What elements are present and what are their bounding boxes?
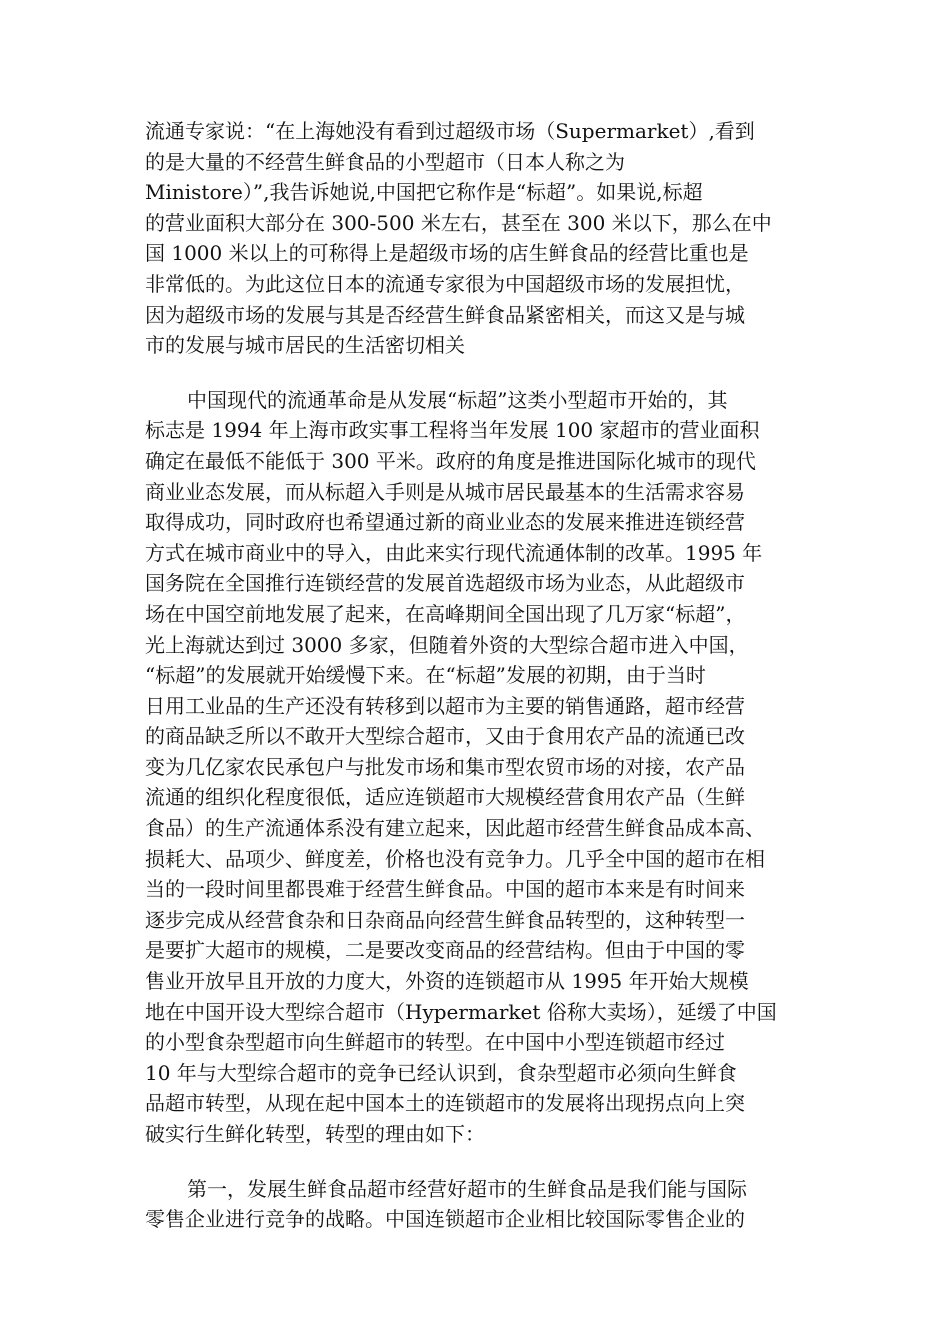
text-line: 破实行生鲜化转型，转型的理由如下： — [145, 1122, 485, 1146]
paragraph-gap — [145, 361, 807, 385]
text-line: 第一，发展生鲜食品超市经营好超市的生鲜食品是我们能与国际 — [187, 1176, 747, 1201]
text-line: 零售企业进行竞争的战略。中国连锁超市企业相比较国际零售企业的 — [145, 1207, 745, 1232]
text-line: 场在中国空前地发展了起来，在高峰期间全国出现了几万家“标超”， — [145, 601, 746, 626]
paragraph-1 — [145, 116, 807, 361]
text-line: “标超”的发展就开始缓慢下来。在“标超”发展的初期，由于当时 — [145, 663, 706, 688]
text-line: 取得成功，同时政府也希望通过新的商业业态的发展来推进连锁经营 — [145, 510, 745, 535]
text-line: 标志是 1994 年上海市政实事工程将当年发展 100 家超市的营业面积 — [145, 418, 760, 443]
paragraph-2 — [145, 385, 807, 1150]
paragraph-gap — [145, 1150, 807, 1174]
document-body — [145, 116, 807, 1235]
text-line: 确定在最低不能低于 300 平米。政府的角度是推进国际化城市的现代 — [145, 448, 756, 473]
text-line: 食品）的生产流通体系没有建立起来，因此超市经营生鲜食品成本高、 — [145, 816, 765, 841]
text-line: 光上海就达到过 3000 多家，但随着外资的大型综合超市进入中国， — [145, 632, 749, 657]
text-line: 的商品缺乏所以不敢开大型综合超市，又由于食用农产品的流通已改 — [145, 724, 745, 749]
text-line: 市的发展与城市居民的生活密切相关 — [145, 333, 465, 358]
text-line: 的小型食杂型超市向生鲜超市的转型。在中国中小型连锁超市经过 — [145, 1030, 725, 1055]
text-line: 因为超级市场的发展与其是否经营生鲜食品紧密相关，而这又是与城 — [145, 302, 745, 327]
text-line: 商业业态发展，而从标超入手则是从城市居民最基本的生活需求容易 — [145, 479, 745, 504]
text-line: 非常低的。为此这位日本的流通专家很为中国超级市场的发展担忧， — [145, 271, 745, 296]
paragraph-3 — [145, 1174, 807, 1235]
text-line: 售业开放早且开放的力度大，外资的连锁超市从 1995 年开始大规模 — [145, 969, 749, 994]
text-line: 方式在城市商业中的导入，由此来实行现代流通体制的改革。1995 年 — [145, 540, 763, 565]
text-line: 是要扩大超市的规模，二是要改变商品的经营结构。但由于中国的零 — [145, 938, 745, 963]
text-line: 国 1000 米以上的可称得上是超级市场的店生鲜食品的经营比重也是 — [145, 241, 749, 266]
text-line: 变为几亿家农民承包户与批发市场和集市型农贸市场的对接，农产品 — [145, 754, 745, 779]
text-line: 损耗大、品项少、鲜度差，价格也没有竞争力。几乎全中国的超市在相 — [145, 846, 765, 871]
text-line: 品超市转型，从现在起中国本土的连锁超市的发展将出现拐点向上突 — [145, 1091, 745, 1116]
text-line: 流通的组织化程度很低，适应连锁超市大规模经营食用农产品（生鲜 — [145, 785, 745, 810]
text-line: 逐步完成从经营食杂和日杂商品向经营生鲜食品转型的，这种转型一 — [145, 907, 745, 932]
text-line: 10 年与大型综合超市的竞争已经认识到，食杂型超市必须向生鲜食 — [145, 1060, 737, 1085]
text-line: 的是大量的不经营生鲜食品的小型超市（日本人称之为 — [145, 149, 625, 174]
text-line: 的营业面积大部分在 300-500 米左右，甚至在 300 米以下，那么在中 — [145, 210, 772, 235]
text-line: 当的一段时间里都畏难于经营生鲜食品。中国的超市本来是有时间来 — [145, 877, 745, 902]
text-line: Ministore）”,我告诉她说,中国把它称作是“标超”。如果说,标超 — [145, 180, 703, 205]
text-line: 地在中国开设大型综合超市（Hypermarket 俗称大卖场），延缓了中国 — [145, 999, 777, 1024]
text-line: 日用工业品的生产还没有转移到以超市为主要的销售通路，超市经营 — [145, 693, 745, 718]
text-line: 国务院在全国推行连锁经营的发展首选超级市场为业态，从此超级市 — [145, 571, 745, 596]
text-line: 流通专家说：“在上海她没有看到过超级市场（Supermarket）,看到 — [145, 119, 755, 143]
text-line: 中国现代的流通革命是从发展“标超”这类小型超市开始的，其 — [187, 387, 728, 412]
